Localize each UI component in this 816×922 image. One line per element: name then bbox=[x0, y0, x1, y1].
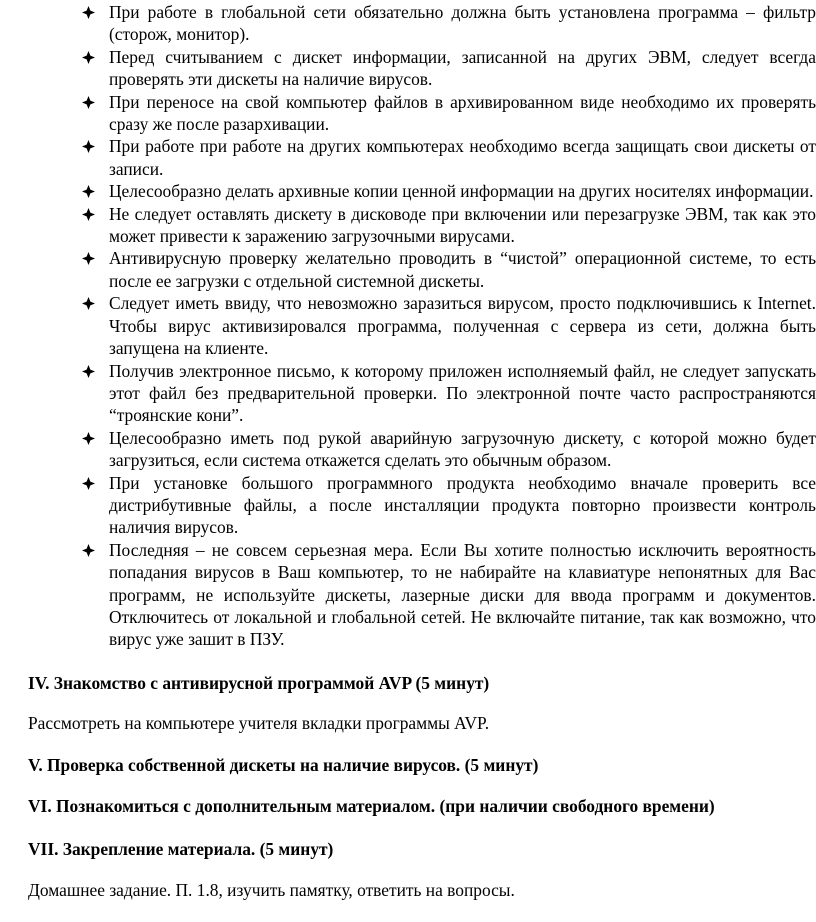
list-item bbox=[0, 472, 816, 539]
diamond-bullet-icon bbox=[82, 297, 95, 310]
diamond-bullet-icon bbox=[82, 96, 95, 109]
diamond-bullet-icon bbox=[82, 432, 95, 445]
diamond-bullet-icon bbox=[82, 51, 95, 64]
list-item-text: Антивирусную проверку желательно проводить в “чистой” операционной системе, то есть после ее загрузки с отдельной системной дискеты. bbox=[109, 248, 816, 291]
list-item bbox=[0, 427, 816, 472]
list-item bbox=[0, 1, 816, 46]
list-item-text: Перед считыванием с дискет информации, записанной на других ЭВМ, следует всегда проверять эти дискеты на наличие вирусов. bbox=[109, 46, 816, 90]
list-item bbox=[0, 360, 816, 427]
list-item bbox=[0, 539, 816, 651]
list-item bbox=[0, 91, 816, 136]
list-item bbox=[0, 135, 816, 180]
list-item bbox=[0, 180, 816, 202]
diamond-bullet-icon bbox=[82, 477, 95, 490]
diamond-bullet-icon bbox=[82, 365, 95, 378]
section-v-heading: V. Проверка собственной дискеты на наличие вирусов. (5 минут) bbox=[28, 755, 539, 775]
list-item-text: При работе при работе на других компьютерах необходимо всегда защищать свои дискеты от записи. bbox=[109, 136, 816, 179]
list-item-text: Целесообразно иметь под рукой аварийную загрузочную дискету, с которой можно будет загрузиться, если система откажется сделать это обычным образом. bbox=[109, 427, 816, 471]
section-iv-text: Рассмотреть на компьютере учителя вкладки программы AVP. bbox=[28, 713, 490, 733]
list-item bbox=[0, 292, 816, 359]
list-item-text: Целесообразно делать архивные копии ценной информации на других носителях информации. bbox=[109, 181, 814, 202]
list-item-text: Последняя – не совсем серьезная мера. Если Вы хотите полностью исключить вероятность попадания вирусов в Ваш компьютер, то не набирайте на клавиатуре непонятных для Вас программ, не используйте дискеты, лазерные диски для ввода программ и документов. Отключитесь от локальной и глобальной сетей. Не включайте питание, так как возможно, что вирус уже зашит в ПЗУ. bbox=[109, 539, 816, 650]
list-item-text: Не следует оставлять дискету в дисководе при включении или перезагрузке ЭВМ, так как это может привести к заражению загрузочными вирусами. bbox=[109, 203, 816, 247]
section-iv-heading: IV. Знакомство с антивирусной программой AVP (5 минут) bbox=[28, 673, 490, 693]
diamond-bullet-icon bbox=[82, 185, 95, 198]
diamond-bullet-icon bbox=[82, 140, 95, 153]
homework-text: Домашнее задание. П. 1.8, изучить памятку, ответить на вопросы. bbox=[28, 880, 515, 900]
list-item-text: При работе в глобальной сети обязательно должна быть установлена программа – фильтр (сторож, монитор). bbox=[109, 2, 816, 45]
list-item-text: При переносе на свой компьютер файлов в архивированном виде необходимо их проверять сразу же после разархивации. bbox=[109, 91, 816, 135]
list-item bbox=[0, 247, 816, 292]
list-item-text: Получив электронное письмо, к которому приложен исполняемый файл, не следует запускать этот файл без предварительной проверки. По электронной почте часто распространяются “троянские кони”. bbox=[109, 360, 816, 426]
diamond-bullet-icon bbox=[82, 252, 95, 265]
list-item-text: При установке большого программного продукта необходимо вначале проверить все дистрибутивные файлы, а после инсталляции продукта повторно произвести контроль наличия вирусов. bbox=[109, 472, 816, 538]
diamond-bullet-icon bbox=[82, 208, 95, 221]
diamond-bullet-icon bbox=[82, 544, 95, 557]
list-item-text: Следует иметь ввиду, что невозможно заразиться вирусом, просто подключившись к Internet. Чтобы вирус активизировался программа, полученная с сервера из сети, должна быть запущена на клиенте. bbox=[109, 293, 816, 359]
list-item bbox=[0, 203, 816, 248]
section-vii-heading: VII. Закрепление материала. (5 минут) bbox=[28, 839, 334, 859]
diamond-bullet-icon bbox=[82, 6, 95, 19]
section-vi-heading: VI. Познакомиться с дополнительным материалом. (при наличии свободного времени) bbox=[28, 796, 715, 816]
list-item bbox=[0, 46, 816, 91]
